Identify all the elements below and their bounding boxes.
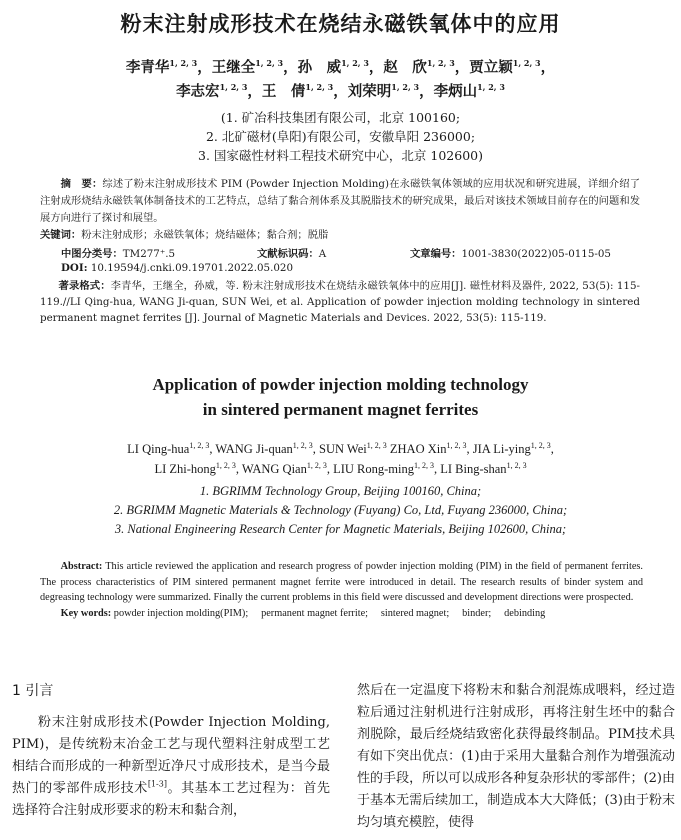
doc-value: A [318, 248, 327, 260]
citation [40, 278, 640, 326]
author-affiliation-marker: 1, 2, 3 [219, 82, 248, 93]
doi [61, 262, 293, 274]
author-affiliation-marker: 1, 2, 3 [477, 82, 505, 93]
en-affiliation-2: 2. BGRIMM Magnetic Materials & Technology (Fuyang) Co, Ltd, Fuyang 236000, China; [113, 503, 568, 517]
author-affiliation-marker: 1, 2, 3 [506, 460, 527, 470]
author-name: 王继全 [211, 59, 256, 76]
en-abstract-label: Abstract: [60, 561, 103, 572]
body-right-column [357, 680, 675, 834]
author-affiliation-marker: 1, 2, 3 [426, 58, 455, 69]
cn-abstract-text: 综述了粉末注射成形技术 PIM (Powder Injection Molding)在永磁铁氧体领域的应用状况和研究进展，详细介绍了注射成形烧结永磁铁氧体制备技术的工艺特点，总结了黏合剂体系及其脱脂技术的研究成果，最后对该技术领域目前存在的问题和发展方向进行了探讨和展望。 [40, 178, 641, 224]
author-separator: , [434, 462, 441, 476]
en-abstract-text: This article reviewed the application and research progress of powder injection molding (PIM) in the field of permanent ferrites. The process characteristics of PIM sintered permanent magnet ferrite were introduced in detail. The research results of binder system and degreasing technology were summarized. Finally the current problems in this field were discussed and development directions were prospected. [40, 561, 643, 603]
author-name: 贾立颖 [469, 59, 513, 76]
clc-number [61, 245, 175, 260]
author-affiliation-marker: 1, 2, 3 [306, 460, 327, 470]
citation-block [40, 278, 640, 326]
author-affiliation-marker: 1, 2, 3 [530, 440, 551, 450]
citation-label: 著录格式： [58, 280, 111, 292]
author-name: ZHAO Xin [389, 442, 447, 456]
intro-reference: [1-3] [147, 779, 167, 789]
article-number [410, 245, 611, 260]
author-separator: ， [333, 83, 348, 100]
article-value: 1001-3830(2022)05-0115-05 [461, 248, 611, 260]
intro-paragraph [12, 712, 330, 822]
author-name: WANG Qian [241, 462, 307, 476]
en-affiliation-3: 3. National Engineering Research Center for Magnetic Materials, Beijing 102600, China; [114, 522, 567, 536]
author-affiliation-marker: 1, 2, 3 [414, 460, 434, 470]
author-name: JIA Li-ying [472, 442, 531, 456]
cn-keywords [40, 227, 640, 244]
author-affiliation-marker: 1, 2, 3 [512, 58, 541, 69]
author-affiliation-marker: 1, 2, 3 [189, 440, 210, 450]
author-name: 李炳山 [433, 83, 478, 100]
en-keywords-text: powder injection molding(PIM); permanent magnet ferrite; sintered magnet; binder; debinding [113, 607, 546, 619]
author-separator: , [326, 462, 334, 476]
author-affiliation-marker: 1, 2, 3 [215, 460, 236, 470]
author-affiliation-marker: 1, 2, 3 [366, 440, 387, 450]
author-name: 王 倩 [261, 83, 306, 100]
cn-affiliation-1: (1. 矿冶科技集团有限公司，北京 100160; [220, 110, 461, 125]
author-separator: , [466, 442, 473, 456]
author-separator: ， [419, 83, 434, 100]
author-separator: ， [454, 59, 470, 76]
doi-value: 10.19594/j.cnki.09.19701.2022.05.020 [90, 262, 293, 274]
cn-title: 粉末注射成形技术在烧结永磁铁氧体中的应用 [120, 12, 561, 36]
author-separator: ， [368, 59, 384, 76]
en-authors-line2 [0, 462, 681, 477]
author-separator: , [550, 442, 554, 456]
cn-abstract-block [40, 176, 640, 244]
en-keywords [40, 606, 643, 622]
intro-text-1: 粉末注射成形技术(Powder Injection Molding, PIM)，是传统粉末冶金工艺与现代塑料注射成型工艺相结合而形成的一种新型近净尺寸成形技术，是当今最热门的零部件成形技术 [12, 715, 330, 796]
cn-abstract [40, 176, 640, 227]
author-name: LI Qing-hua [127, 442, 190, 456]
intro-text-2: 。其基本工艺过程为：首先选择符合注射成形要求的粉末和黏合剂， [12, 781, 330, 818]
en-affiliation-1: 1. BGRIMM Technology Group, Beijing 100160, China; [199, 484, 482, 498]
author-affiliation-marker: 1, 2, 3 [292, 440, 313, 450]
citation-text: 李青华，王继全，孙威，等. 粉末注射成形技术在烧结永磁铁氧体中的应用[J]. 磁性材料及器件, 2022, 53(5): 115-119.//LI Qing-hua, WANG Ji-quan, SUN Wei, et al. Application of powder injection molding technology in sintered permanent magnet ferrites [J]. Journal of Magnetic Materials and Devices. 2022, 53(5): 115-119. [40, 280, 641, 324]
cn-keywords-text: 粉末注射成形；永磁铁氧体；烧结磁体；黏合剂；脱脂 [81, 229, 329, 241]
author-separator: ， [540, 59, 556, 76]
clc-label: 中图分类号： [61, 248, 123, 260]
author-separator: , [209, 442, 216, 456]
article-label: 文章编号： [410, 248, 462, 260]
author-name: LI Bing-shan [440, 462, 507, 476]
en-keywords-label: Key words: [60, 607, 112, 619]
cn-abstract-label: 摘 要： [60, 178, 103, 190]
author-affiliation-marker: 1, 2, 3 [446, 440, 467, 450]
cn-authors-line2 [0, 80, 681, 101]
author-name: 赵 欣 [383, 59, 427, 76]
author-name: LIU Rong-ming [333, 462, 414, 476]
cn-affiliation-3: 3. 国家磁性材料工程技术研究中心，北京 102600) [198, 148, 483, 163]
en-authors-line1 [0, 442, 681, 457]
en-title-line1: Application of powder injection molding technology [152, 375, 529, 394]
author-affiliation-marker: 1, 2, 3 [305, 82, 334, 93]
right-paragraph: 然后在一定温度下将粉末和黏合剂混炼成喂料，经过造粒后通过注射机进行注射成形，再将注射生坯中的黏合剂脱除，最后经烧结致密化获得最终制品。PIM技术具有如下突出优点：(1)由于采用大量黏合剂作为增强流动性的手段，所以可以成形各种复杂形状的零部件；(2)由于基本无需后续加工，制造成本大大降低；(3)由于粉末均匀填充模腔，使得 [357, 683, 675, 830]
author-name: SUN Wei [319, 442, 367, 456]
cn-authors-line1 [0, 56, 681, 77]
author-separator: ， [247, 83, 262, 100]
author-name: 李青华 [125, 59, 170, 76]
document-code [257, 245, 326, 260]
doc-label: 文献标识码： [257, 248, 319, 260]
section-heading: 1 引言 [12, 683, 54, 699]
author-name: LI Zhi-hong [154, 462, 216, 476]
doi-label: DOI: [61, 262, 88, 274]
cn-keywords-label: 关键词： [40, 229, 82, 241]
author-separator: , [235, 462, 242, 476]
author-separator: , [312, 442, 320, 456]
en-abstract [40, 559, 643, 606]
author-name: 刘荣明 [347, 83, 392, 100]
en-abstract-block [40, 559, 643, 621]
author-affiliation-marker: 1, 2, 3 [169, 58, 198, 69]
author-affiliation-marker: 1, 2, 3 [341, 58, 369, 69]
author-name: WANG Ji-quan [215, 442, 293, 456]
clc-value: TM277⁺.5 [122, 248, 176, 260]
author-separator: ， [197, 59, 212, 76]
author-name: 李志宏 [176, 83, 220, 100]
author-affiliation-marker: 1, 2, 3 [391, 82, 420, 93]
author-name: 孙 威 [297, 59, 342, 76]
cn-affiliation-2: 2. 北矿磁材(阜阳)有限公司，安徽阜阳 236000; [205, 129, 476, 144]
author-separator: ， [283, 59, 298, 76]
author-affiliation-marker: 1, 2, 3 [255, 58, 284, 69]
en-title-line2: in sintered permanent magnet ferrites [202, 400, 479, 419]
body-left-column [12, 680, 330, 822]
